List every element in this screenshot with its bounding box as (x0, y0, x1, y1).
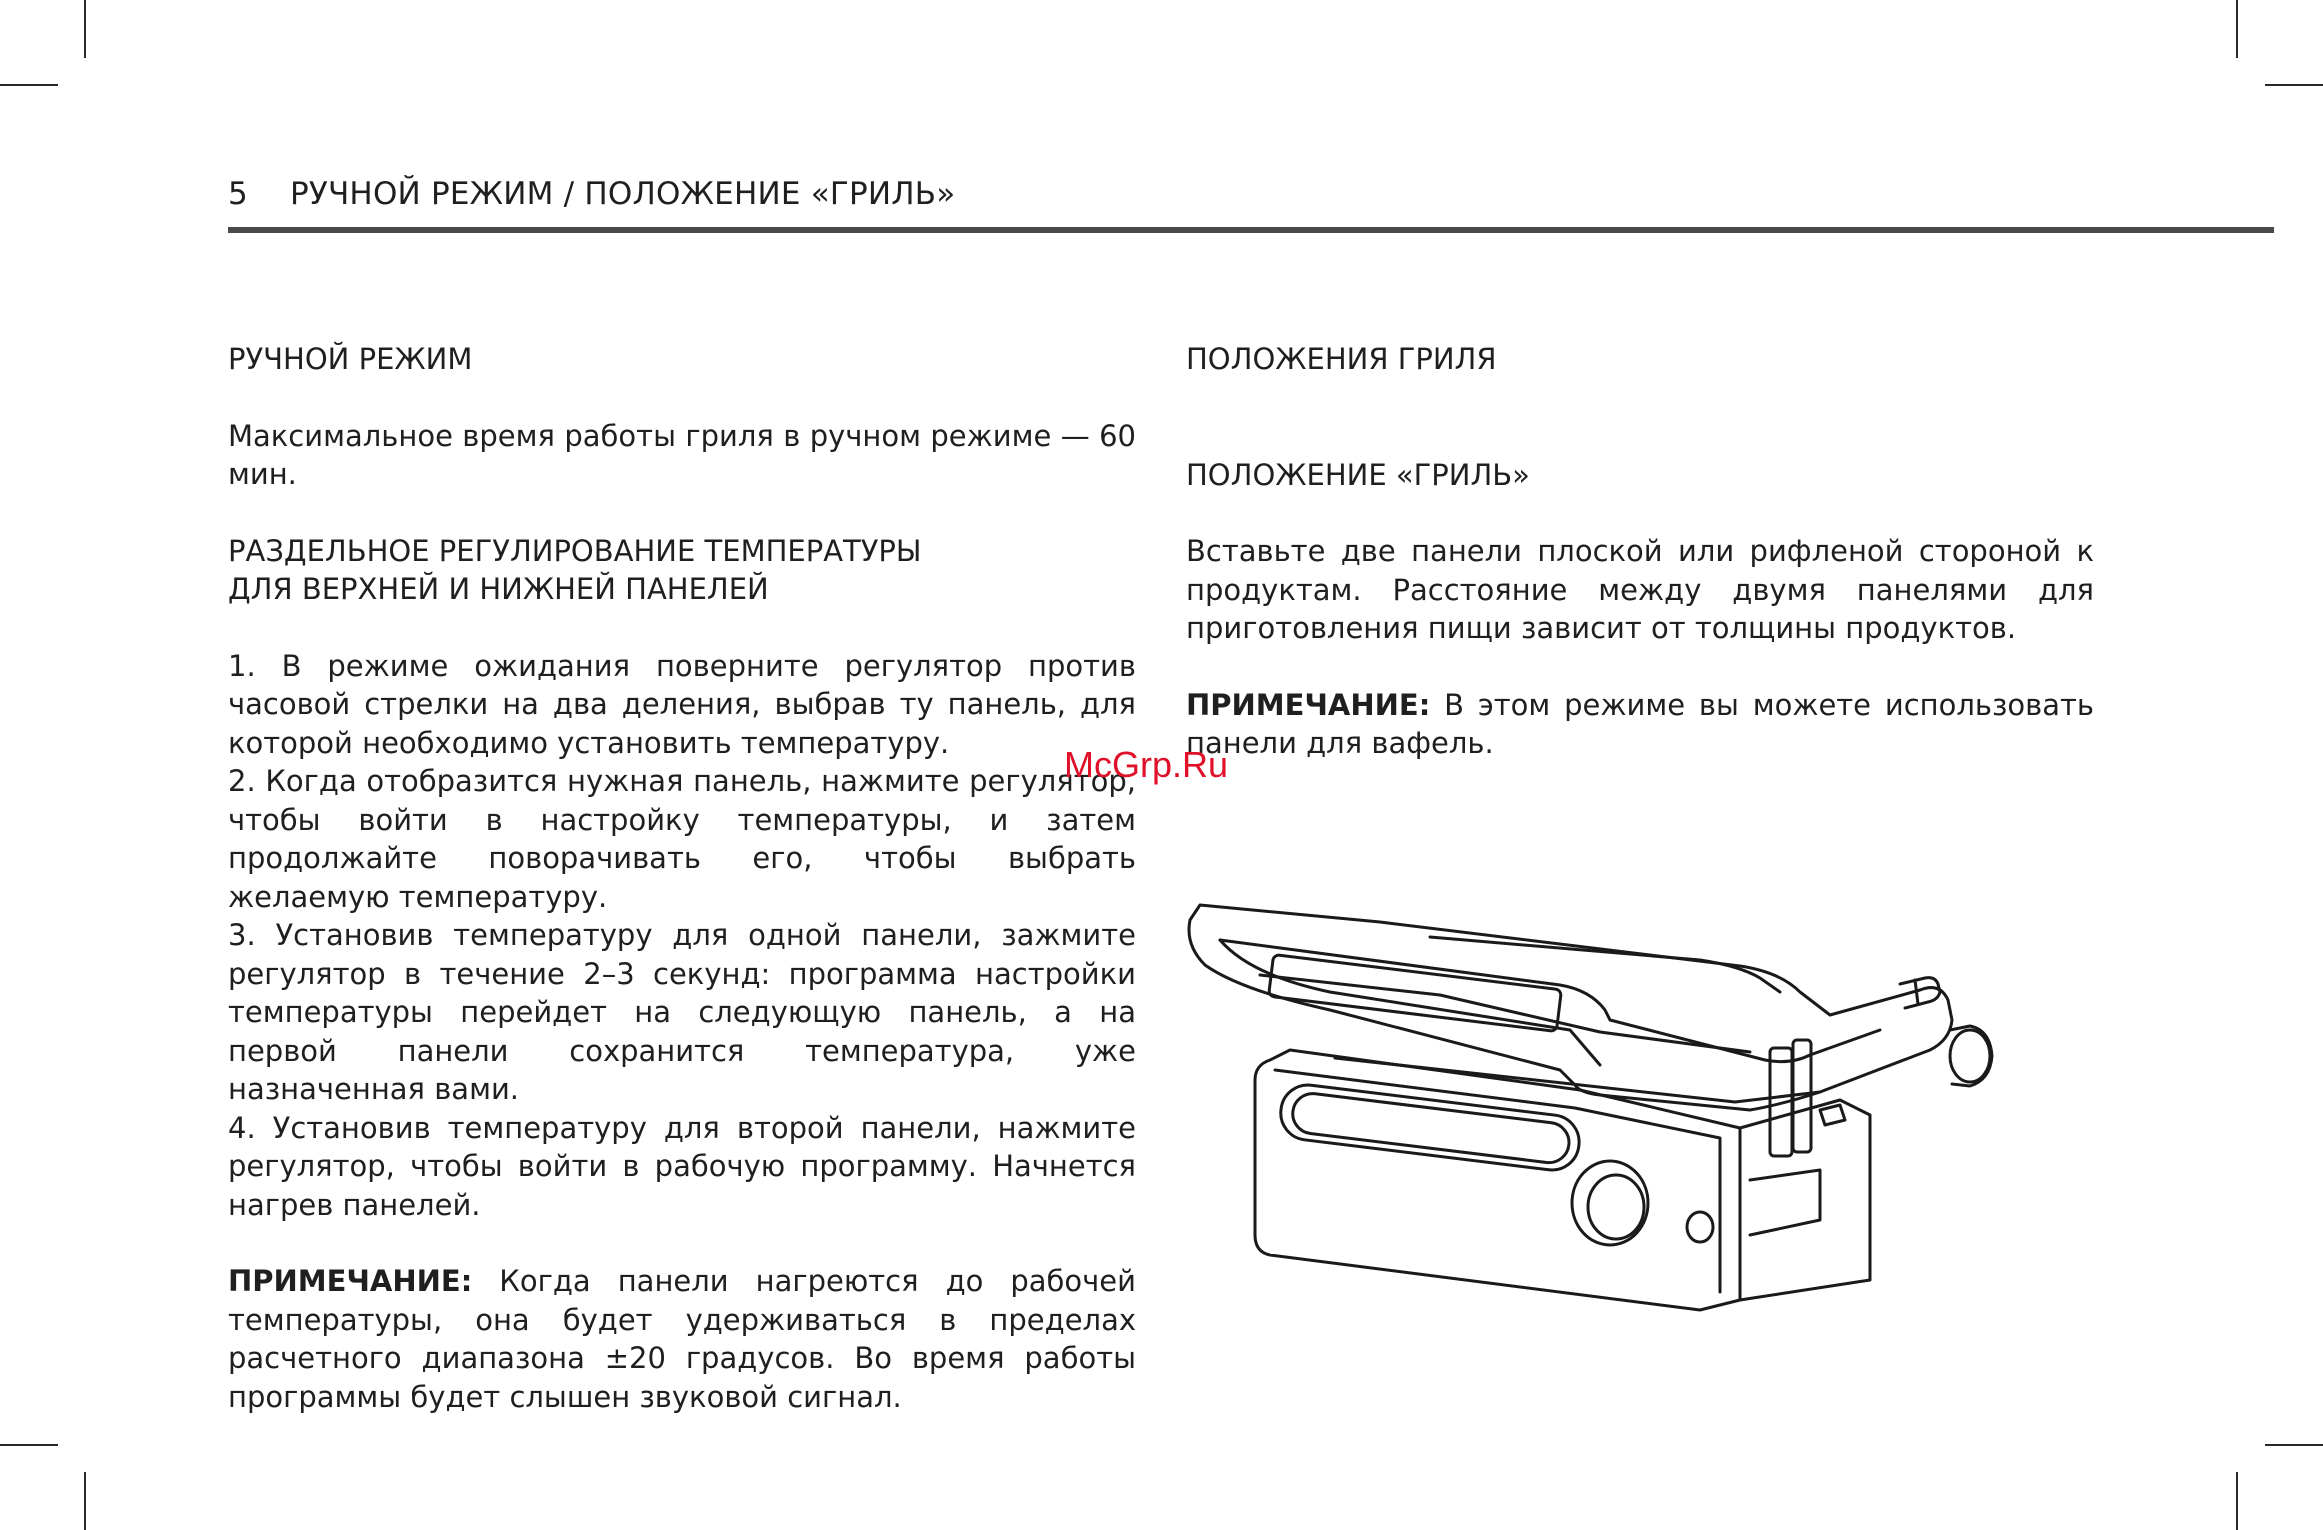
header-title: РУЧНОЙ РЕЖИМ / ПОЛОЖЕНИЕ «ГРИЛЬ» (290, 176, 956, 212)
note-text: В этом режиме вы можете использовать панели для вафель. (1186, 687, 2094, 760)
step-2: 2. Когда отобразится нужная панель, нажмите регулятор, чтобы войти в настройку температуры, и затем продолжайте поворачивать его, чтобы выбрать желаемую температуру. (228, 764, 1136, 914)
note-paragraph-right (1186, 686, 2094, 763)
right-column (1186, 340, 2094, 763)
note-label: ПРИМЕЧАНИЕ: (228, 1264, 473, 1298)
subheading-line-2: ДЛЯ ВЕРХНЕЙ И НИЖНЕЙ ПАНЕЛЕЙ (228, 572, 769, 606)
crop-mark (2236, 0, 2238, 58)
section-heading-manual: РУЧНОЙ РЕЖИМ (228, 342, 473, 376)
grill-open-illustration-icon (1180, 880, 2120, 1320)
crop-mark (0, 1444, 58, 1446)
crop-mark (84, 1472, 86, 1530)
crop-mark (84, 0, 86, 58)
max-time-text: Максимальное время работы гриля в ручном режиме — 60 мин. (228, 418, 1136, 491)
grill-position-text: Вставьте две панели плоской или рифленой стороной к продуктам. Расстояние между двумя панелями для приготовления пищи зависит от толщины продуктов. (1186, 534, 2094, 645)
crop-mark (2265, 1444, 2323, 1446)
crop-mark (2236, 1472, 2238, 1530)
note-text: Когда панели нагреются до рабочей температуры, она будет удерживаться в пределах расчетного диапазона ±20 градусов. Во время работы программы будет слышен звуковой сигнал. (228, 1264, 1136, 1414)
note-label: ПРИМЕЧАНИЕ: (1186, 687, 1431, 722)
crop-mark (2265, 84, 2323, 86)
running-header (228, 176, 955, 212)
subheading-line-1: РАЗДЕЛЬНОЕ РЕГУЛИРОВАНИЕ ТЕМПЕРАТУРЫ (228, 533, 922, 568)
step-4: 4. Установив температуру для второй панели, нажмите регулятор, чтобы войти в рабочую программу. Начнется нагрев панелей. (228, 1110, 1136, 1222)
step-3: 3. Установив температуру для одной панели, зажмите регулятор в течение 2–3 секунд: программа настройки температуры перейдет на следующую панель, а на первой панели сохранится температура, уже назначенная вами. (228, 918, 1136, 1106)
watermark: McGrp.Ru (1064, 744, 1229, 785)
header-rule (228, 227, 2274, 233)
page-number: 5 (228, 176, 248, 212)
left-column (228, 340, 1136, 1416)
subheading-grill-position: ПОЛОЖЕНИЕ «ГРИЛЬ» (1186, 457, 1530, 492)
note-paragraph-left (228, 1262, 1136, 1416)
section-heading-positions: ПОЛОЖЕНИЯ ГРИЛЯ (1186, 342, 1497, 376)
step-1: 1. В режиме ожидания поверните регулятор против часовой стрелки на два деления, выбрав ту панель, для которой необходимо установить температуру. (228, 648, 1136, 760)
crop-mark (0, 84, 58, 86)
